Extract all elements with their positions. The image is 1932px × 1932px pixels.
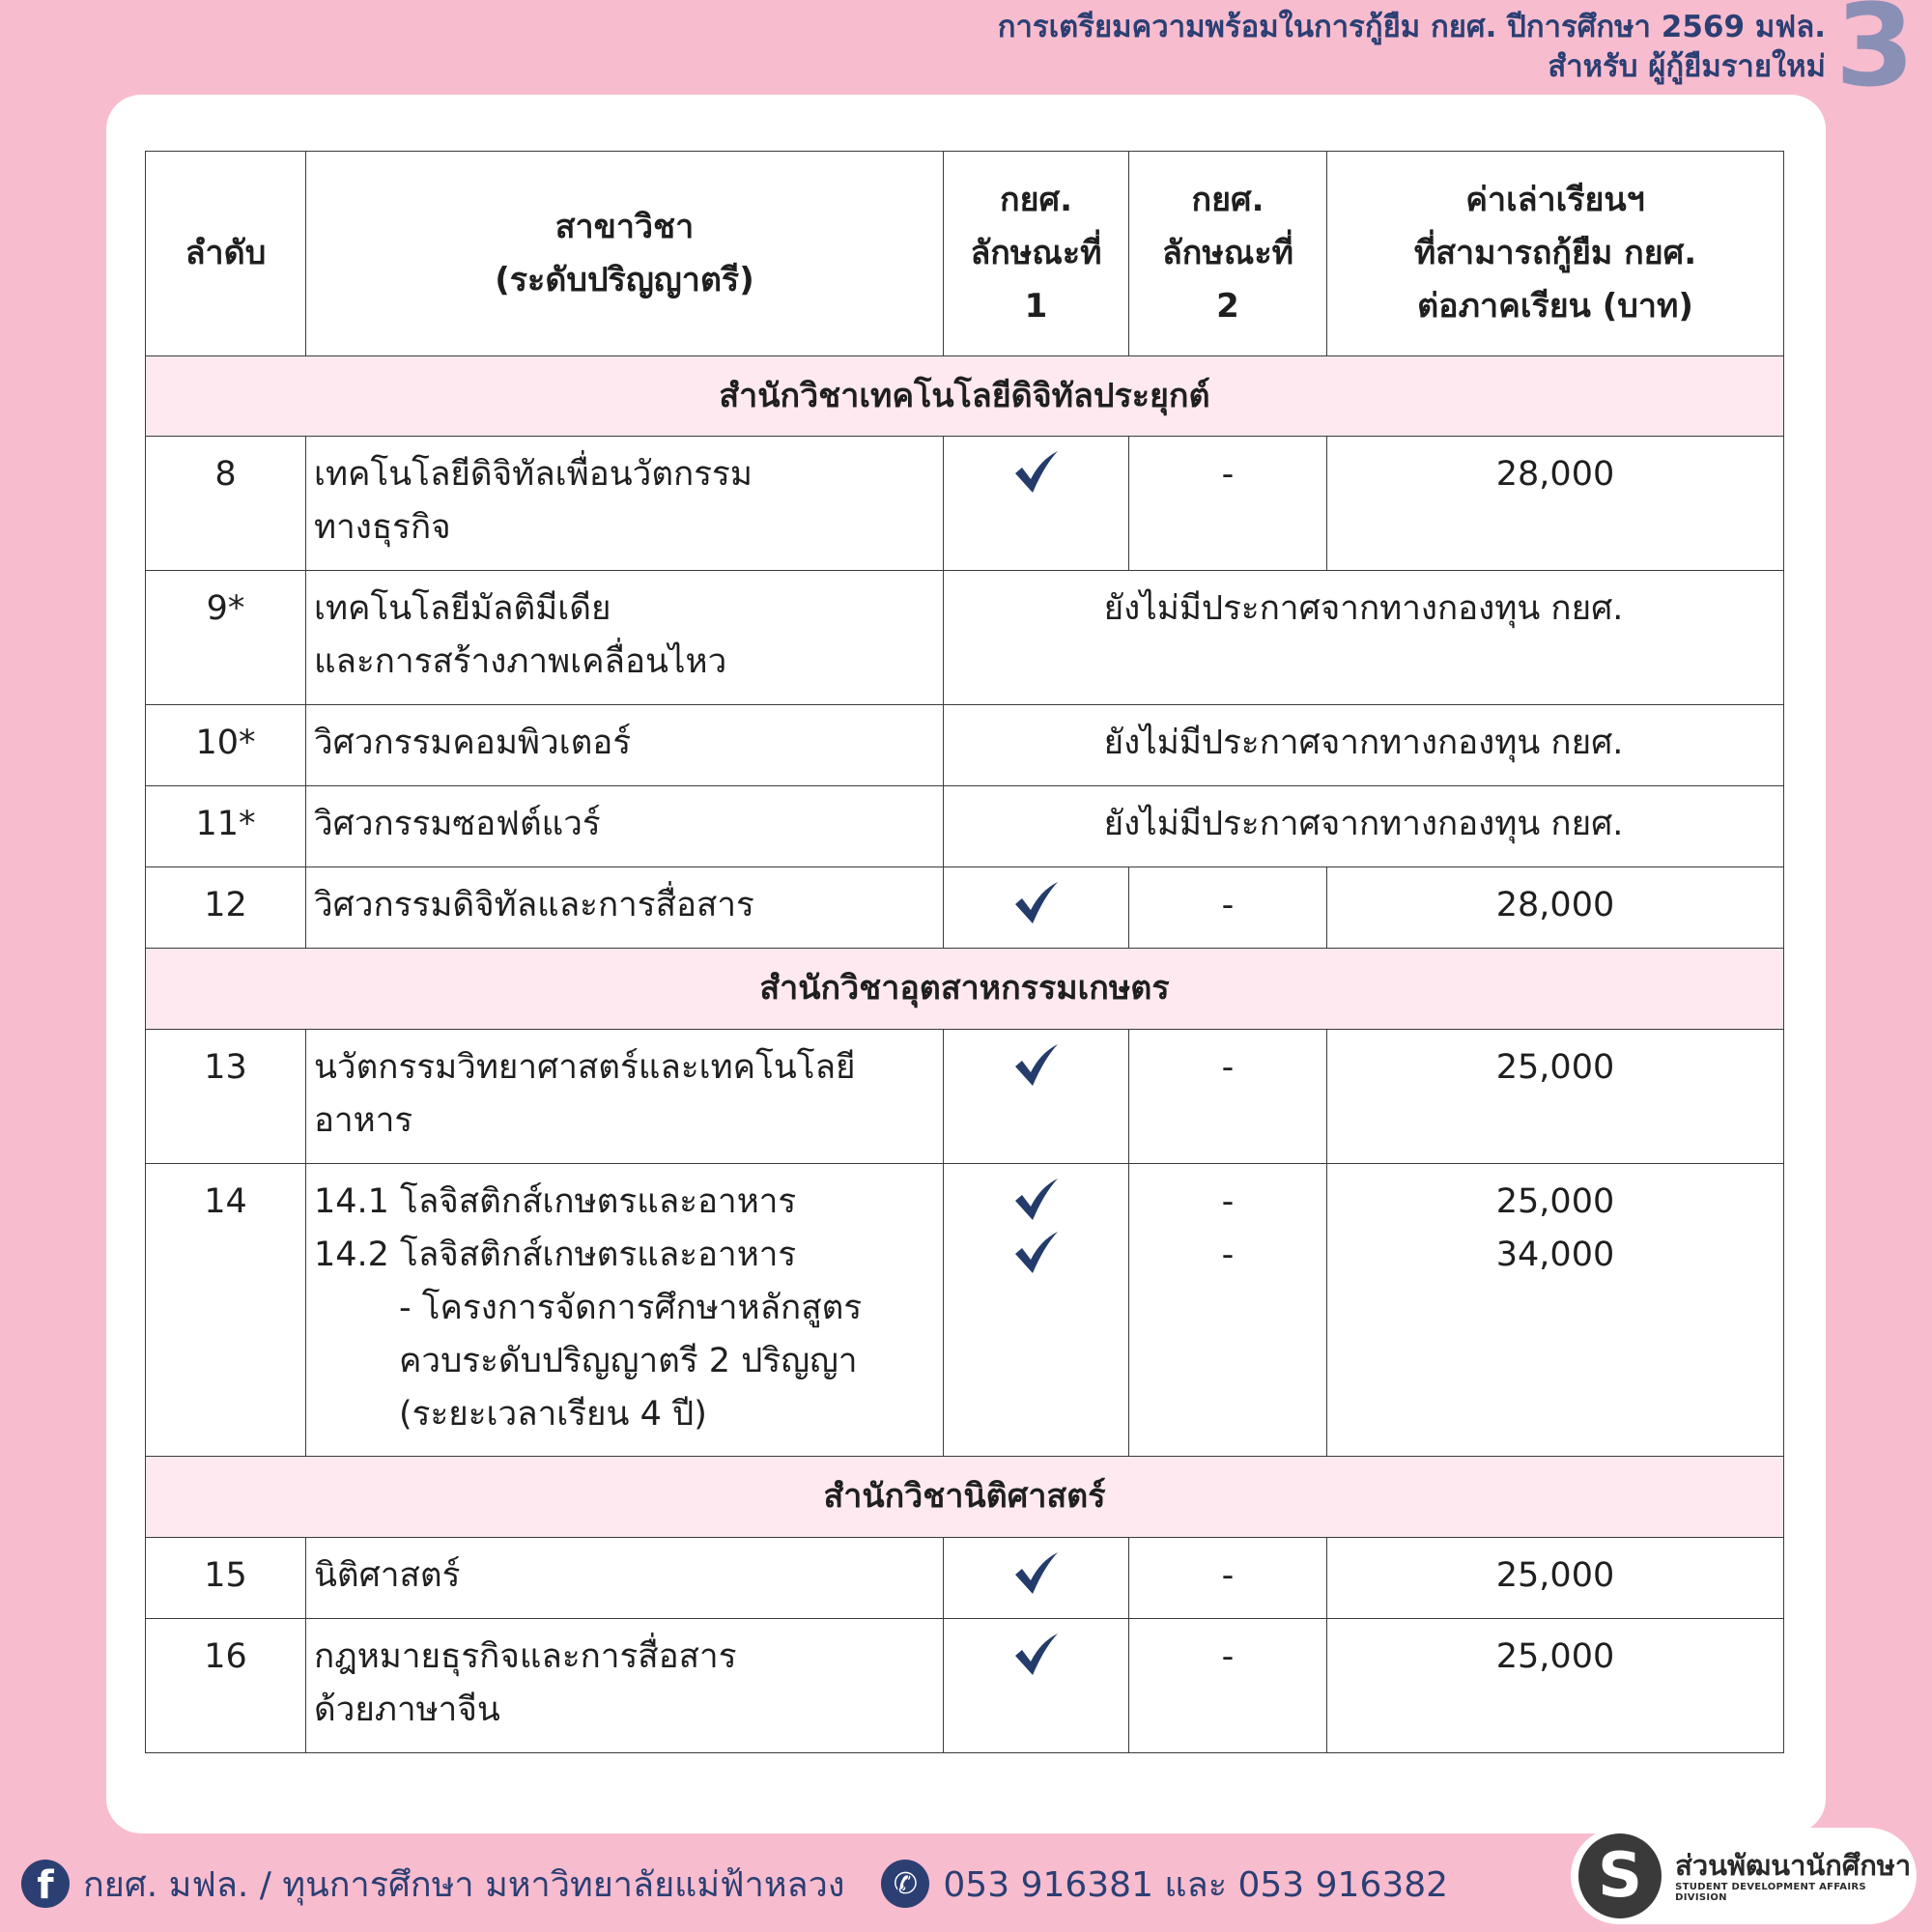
check-icon [1009,448,1063,497]
table-row [146,786,1784,867]
header-major-line2: (ระดับปริญญาตรี) [495,260,754,299]
header-type2-line3: 2 [1216,287,1239,326]
major-name-line2: ด้วยภาษาจีน [314,1690,500,1729]
section-row [146,356,1784,437]
fee-value: 25,000 [1495,1182,1615,1221]
check-icon [1009,1229,1063,1277]
check-icon [1009,1549,1063,1598]
sda-logo [1571,1828,1917,1924]
check-icon [1009,879,1063,927]
section-title: สำนักวิชานิติศาสตร์ [146,1457,1784,1538]
sub-major-name: 14.2 โลจิสติกส์เกษตรและอาหาร [314,1236,797,1274]
type2-cell: - [1129,437,1327,571]
major-name: วิศวกรรมดิจิทัลและการสื่อสาร [306,867,944,949]
major-name-line2: อาหาร [314,1101,413,1140]
major-name-line2: และการสร้างภาพเคลื่อนไหว [314,642,727,681]
major-name-line1: กฎหมายธุรกิจและการสื่อสาร [314,1637,737,1676]
row-number: 14 [146,1164,306,1457]
table-row [146,867,1784,949]
fee-cell [1327,1164,1784,1457]
major-name [306,1164,944,1457]
fee-cell: 28,000 [1327,437,1784,571]
header-title: การเตรียมความพร้อมในการกู้ยืม กยศ. ปีการศึกษา 2569 มฟล. [997,10,1826,44]
type2-cell [1129,1164,1327,1457]
sda-logo-text [1675,1849,1917,1903]
header-type1-line1: กยศ. [999,181,1072,219]
sub-major-name: 14.1 โลจิสติกส์เกษตรและอาหาร [314,1182,797,1221]
row-number: 11* [146,786,306,867]
sda-logo-mark: S [1578,1833,1662,1918]
facebook-icon[interactable]: f [21,1860,70,1908]
type1-cell [944,1619,1129,1753]
type2-cell: - [1129,867,1327,949]
type2-cell: - [1129,1619,1327,1753]
fee-cell: 25,000 [1327,1619,1784,1753]
major-name [306,571,944,705]
logo-english-name: STUDENT DEVELOPMENT AFFAIRS DIVISION [1675,1882,1866,1903]
table-row [146,1619,1784,1753]
fee-cell: 25,000 [1327,1030,1784,1164]
footer-contact [21,1857,1448,1911]
facebook-page-link[interactable]: กยศ. มฟล. / ทุนการศึกษา มหาวิทยาลัยแม่ฟ้าหลวง [83,1864,845,1905]
header-fee-line3: ต่อภาคเรียน (บาท) [1417,287,1693,326]
detail-line: (ระยะเวลาเรียน 4 ปี) [399,1395,707,1434]
page-header [998,8,1826,87]
row-number: 15 [146,1538,306,1619]
header-type2 [1129,152,1327,356]
check-icon [1009,1041,1063,1090]
page-number: 3 [1834,0,1915,112]
header-type1-line2: ลักษณะที่ [970,234,1102,272]
table-row [146,1030,1784,1164]
major-name [306,437,944,571]
section-title: สำนักวิชาอุตสาหกรรมเกษตร [146,949,1784,1030]
not-announced-note: ยังไม่มีประกาศจากทางกองทุน กยศ. [944,571,1784,705]
major-name-line2: ทางธุรกิจ [314,508,451,547]
phone-numbers: 053 916381 และ 053 916382 [943,1864,1449,1905]
header-fee-line2: ที่สามารถกู้ยืม กยศ. [1413,234,1697,272]
not-announced-note: ยังไม่มีประกาศจากทางกองทุน กยศ. [944,786,1784,867]
type2-value: - [1221,1182,1235,1221]
header-fee [1327,152,1784,356]
header-major-line1: สาขาวิชา [554,207,695,246]
header-fee-line1: ค่าเล่าเรียนฯ [1465,181,1645,219]
header-subtitle: สำหรับ ผู้กู้ยืมรายใหม่ [1548,49,1826,84]
header-order: ลำดับ [146,152,306,356]
major-name: นิติศาสตร์ [306,1538,944,1619]
header-major [306,152,944,356]
major-name: วิศวกรรมซอฟต์แวร์ [306,786,944,867]
detail-line: - โครงการจัดการศึกษาหลักสูตร [399,1289,863,1327]
row-number: 9* [146,571,306,705]
table-row [146,1538,1784,1619]
fee-value: 34,000 [1495,1236,1615,1274]
table-header-row [146,152,1784,356]
header-type1 [944,152,1129,356]
header-type2-line1: กยศ. [1191,181,1264,219]
table-row [146,571,1784,705]
type1-cell [944,1164,1129,1457]
check-icon [1009,1176,1063,1224]
phone-icon: ✆ [881,1860,929,1908]
fee-cell: 25,000 [1327,1538,1784,1619]
header-type1-line3: 1 [1024,287,1048,326]
major-name-line1: เทคโนโลยีมัลติมีเดีย [314,589,611,628]
section-title: สำนักวิชาเทคโนโลยีดิจิทัลประยุกต์ [146,356,1784,437]
loan-eligibility-table [145,151,1784,1753]
table-row [146,1164,1784,1457]
row-number: 12 [146,867,306,949]
major-name-line1: เทคโนโลยีดิจิทัลเพื่อนวัตกรรม [314,455,753,494]
type2-cell: - [1129,1030,1327,1164]
type1-cell [944,1030,1129,1164]
type1-cell [944,867,1129,949]
major-name [306,1619,944,1753]
sub-major-detail [314,1282,943,1441]
type2-value: - [1221,1236,1235,1274]
section-row [146,949,1784,1030]
major-name-line1: นวัตกรรมวิทยาศาสตร์และเทคโนโลยี [314,1048,856,1087]
row-number: 10* [146,705,306,786]
header-type2-line2: ลักษณะที่ [1161,234,1294,272]
row-number: 8 [146,437,306,571]
table-row [146,437,1784,571]
not-announced-note: ยังไม่มีประกาศจากทางกองทุน กยศ. [944,705,1784,786]
row-number: 16 [146,1619,306,1753]
table-row [146,705,1784,786]
logo-thai-name: ส่วนพัฒนานักศึกษา [1675,1849,1912,1882]
section-row [146,1457,1784,1538]
type2-cell: - [1129,1538,1327,1619]
fee-cell: 28,000 [1327,867,1784,949]
major-name [306,1030,944,1164]
type1-cell [944,1538,1129,1619]
type1-cell [944,437,1129,571]
row-number: 13 [146,1030,306,1164]
major-name: วิศวกรรมคอมพิวเตอร์ [306,705,944,786]
detail-line: ควบระดับปริญญาตรี 2 ปริญญา [399,1342,858,1380]
check-icon [1009,1631,1063,1679]
